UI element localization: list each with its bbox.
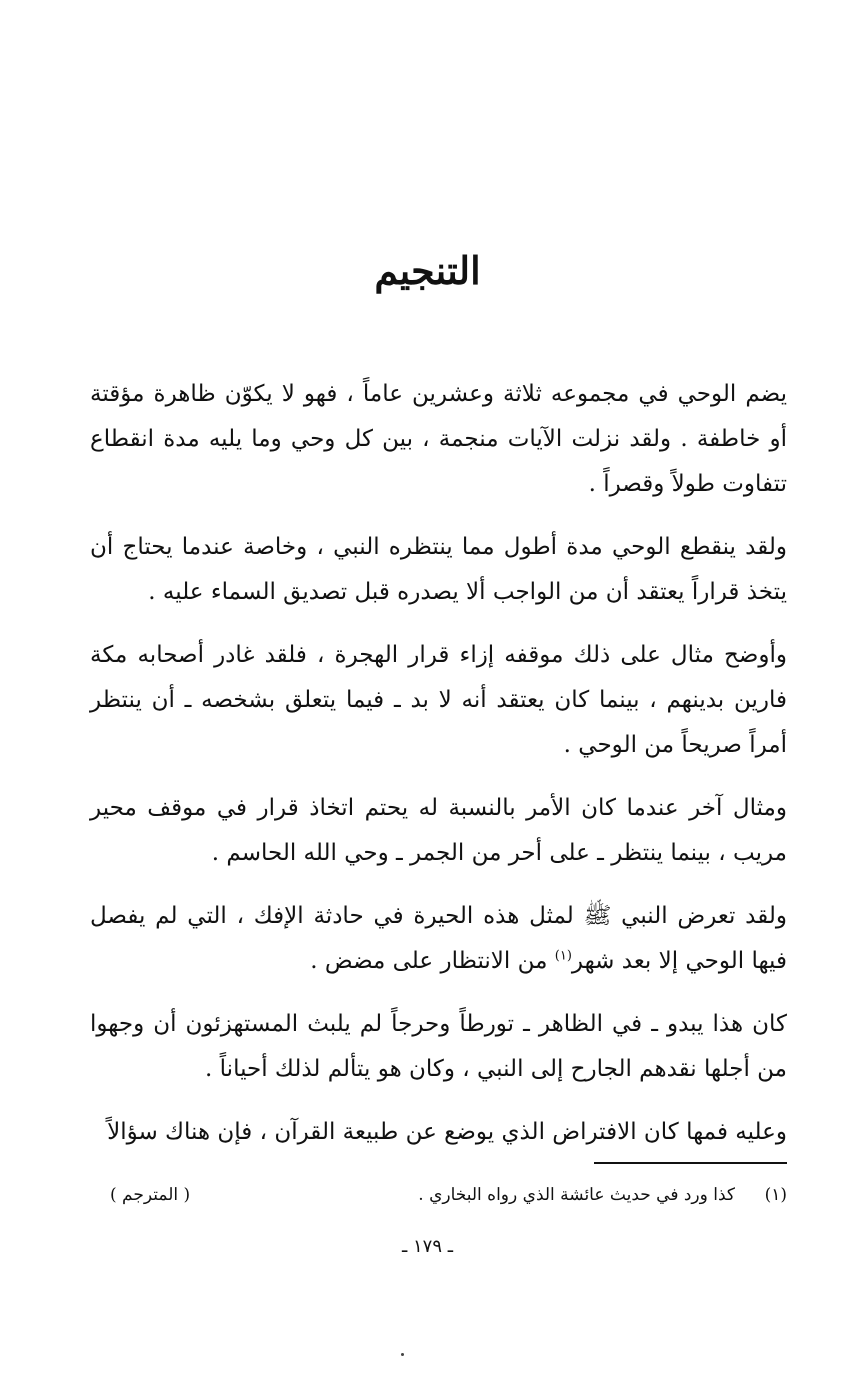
paragraph-6: كان هذا يبدو ـ في الظاهر ـ تورطاً وحرجاً لم يلبث المستهزئون أن وجهوا من أجلها نقدهم الجارح إلى النبي ، وكان هو يتألم لذلك أحياناً .	[90, 1011, 787, 1082]
paragraph-7: وعليه فمها كان الافتراض الذي يوضع عن طبيعة القرآن ، فإن هناك سؤالاً	[107, 1119, 787, 1145]
paragraph-4: ومثال آخر عندما كان الأمر بالنسبة له يحتم اتخاذ قرار في موقف محير مريب ، بينما ينتظر ـ على أحر من الجمر ـ وحي الله الحاسم .	[90, 795, 787, 866]
paragraph-2: ولقد ينقطع الوحي مدة أطول مما ينتظره النبي ، وخاصة عندما يحتاج أن يتخذ قراراً يعتقد أن من الواجب ألا يصدره قبل تصديق السماء عليه .	[90, 534, 787, 605]
body-text	[90, 372, 787, 1173]
paragraph-5	[90, 894, 787, 984]
scan-speck	[401, 1353, 404, 1356]
paragraph-3: وأوضح مثال على ذلك موقفه إزاء قرار الهجرة ، فلقد غادر أصحابه مكة فارين بدينهم ، بينما كان يعتقد أنه لا بد ـ فيما يتعلق بشخصه ـ أن ينتظر أمراً صريحاً من الوحي .	[90, 642, 787, 758]
footnote-number: (١)	[764, 1185, 787, 1205]
footnote-text: كذا ورد في حديث عائشة الذي رواه البخاري .	[418, 1185, 735, 1205]
footnote-divider	[594, 1162, 787, 1164]
footnote-reference[interactable]: (١)	[554, 948, 572, 964]
page-number: ـ ١٧٩ ـ	[401, 1236, 453, 1257]
paragraph-1: يضم الوحي في مجموعه ثلاثة وعشرين عاماً ، فهو لا يكوّن ظاهرة مؤقتة أو خاطفة . ولقد نزلت الآيات منجمة ، بين كل وحي وما يليه مدة انقطاع تتفاوت طولاً وقصراً .	[90, 381, 787, 497]
chapter-title: التنجيم	[374, 248, 481, 293]
paragraph-5-text-after: من الانتظار على مضض .	[310, 948, 555, 974]
footnote-translator-tag: ( المترجم )	[110, 1185, 191, 1205]
paragraph-5-text-before: ولقد تعرض النبي ﷺ لمثل هذه الحيرة في حادثة الإفك ، التي لم يفصل فيها الوحي إلا بعد شهر	[90, 903, 787, 974]
footnote	[110, 1180, 787, 1210]
